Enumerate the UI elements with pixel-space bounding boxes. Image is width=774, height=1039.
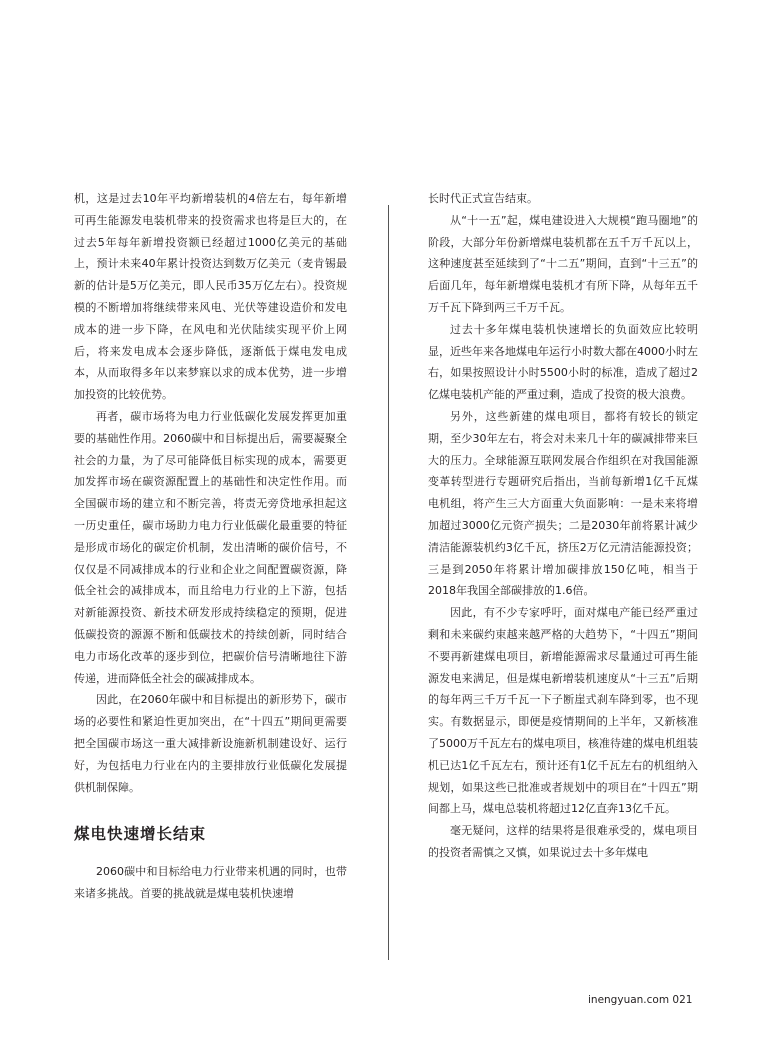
paragraph: 再者，碳市场将为电力行业低碳化发展发挥更加重要的基础性作用。2060碳中和目标提出后，需要凝聚全社会的力量，为了尽可能降低目标实现的成本，需要更加发挥市场在碳资源配置上的基础性和决定性作用。而全国碳市场的建立和不断完善，将责无旁贷地承担起这一历史重任，碳市场助力电力行业低碳化最重要的特征是形成市场化的碳定价机制，发出清晰的碳价信号，不仅仅是不同减排成本的行业和企业之间配置碳资源，降低全社会的减排成本，而且给电力行业的上下游，包括对新能源投资、新技术研发形成持续稳定的预期，促进低碳投资的源源不断和低碳技术的持续创新，同时结合电力市场化改革的逐步到位，把碳价信号清晰地往下游传递，进而降低全社会的碳减排成本。 (74, 409, 347, 685)
column-divider (388, 205, 389, 960)
paragraph: 因此，有不少专家呼吁，面对煤电产能已经严重过剩和未来碳约束越来越严格的大趋势下，“十四五”期间不要再新建煤电项目，新增能源需求尽量通过可再生能源发电来满足，但是煤电新增装机速度从“十三五”后期的每年两三千万千瓦一下子断崖式刹车降到零，也不现实。有数据显示，即便是疫情期间的上半年，又新核准了5000万千瓦左右的煤电项目，核准待建的煤电机组装机已达1亿千瓦左右，预计还有1亿千瓦左右的机组纳入规划，如果这些已批准或者规划中的项目在“十四五”期间都上马，煤电总装机将超过12亿直奔13亿千瓦。 (428, 606, 698, 816)
page-number: 021 (672, 994, 693, 1006)
left-column (74, 188, 347, 905)
section-heading: 煤电快速增长结束 (74, 825, 207, 844)
paragraph: 毫无疑问，这样的结果将是很难承受的，煤电项目的投资者需慎之又慎，如果说过去十多年煤电 (428, 824, 698, 859)
paragraph: 机，这是过去10年平均新增装机的4倍左右，每年新增可再生能源发电装机带来的投资需求也将是巨大的，在过去5年每年新增投资额已经超过1000亿美元的基础上，预计未来40年累计投资达到数万亿美元（麦肯锡最新的估计是5万亿美元，即人民币35万亿左右）。投资规模的不断增加将继续带来风电、光伏等建设造价和发电成本的进一步下降，在风电和光伏陆续实现平价上网后，将来发电成本会逐步降低，逐渐低于煤电发电成本，从而取得多年以来梦寐以求的成本优势，进一步增加投资的比较优势。 (74, 192, 347, 402)
page-footer (588, 994, 698, 1006)
paragraph: 另外，这些新建的煤电项目，都将有较长的锁定期，至少30年左右，将会对未来几十年的碳减排带来巨大的压力。全球能源互联网发展合作组织在对我国能源变革转型进行专题研究后指出，当前每新增1亿千瓦煤电机组，将产生三大方面重大负面影响：一是未来将增加超过3000亿元资产损失；二是2030年前将累计减少清洁能源装机约3亿千瓦，挤压2万亿元清洁能源投资；三是到2050年将累计增加碳排放150亿吨，相当于2018年我国全部碳排放的1.6倍。 (428, 409, 698, 598)
footer-site: inengyuan.com (588, 994, 670, 1006)
paragraph: 因此，在2060年碳中和目标提出的新形势下，碳市场的必要性和紧迫性更加突出，在“十四五”期间更需要把全国碳市场这一重大减排新设施新机制建设好、运行好，为包括电力行业在内的主要排放行业低碳化发展提供机制保障。 (74, 693, 347, 794)
paragraph: 过去十多年煤电装机快速增长的负面效应比较明显，近些年来各地煤电年运行小时数大都在4000小时左右，如果按照设计小时5500小时的标准，造成了超过2亿煤电装机产能的严重过剩，造成了投资的极大浪费。 (428, 322, 698, 402)
paragraph: 2060碳中和目标给电力行业带来机遇的同时，也带来诸多挑战。首要的挑战就是煤电装机快速增 (74, 865, 347, 901)
paragraph: 长时代正式宣告结束。 (428, 192, 538, 205)
paragraph: 从“十一五”起，煤电建设进入大规模“跑马圈地”的阶段，大部分年份新增煤电装机都在五千万千瓦以上，这种速度甚至延续到了“十二五”期间，直到“十三五”的后面几年，每年新增煤电装机才有所下降，从每年五千万千瓦下降到两三千万千瓦。 (428, 213, 698, 314)
right-column (428, 188, 698, 864)
